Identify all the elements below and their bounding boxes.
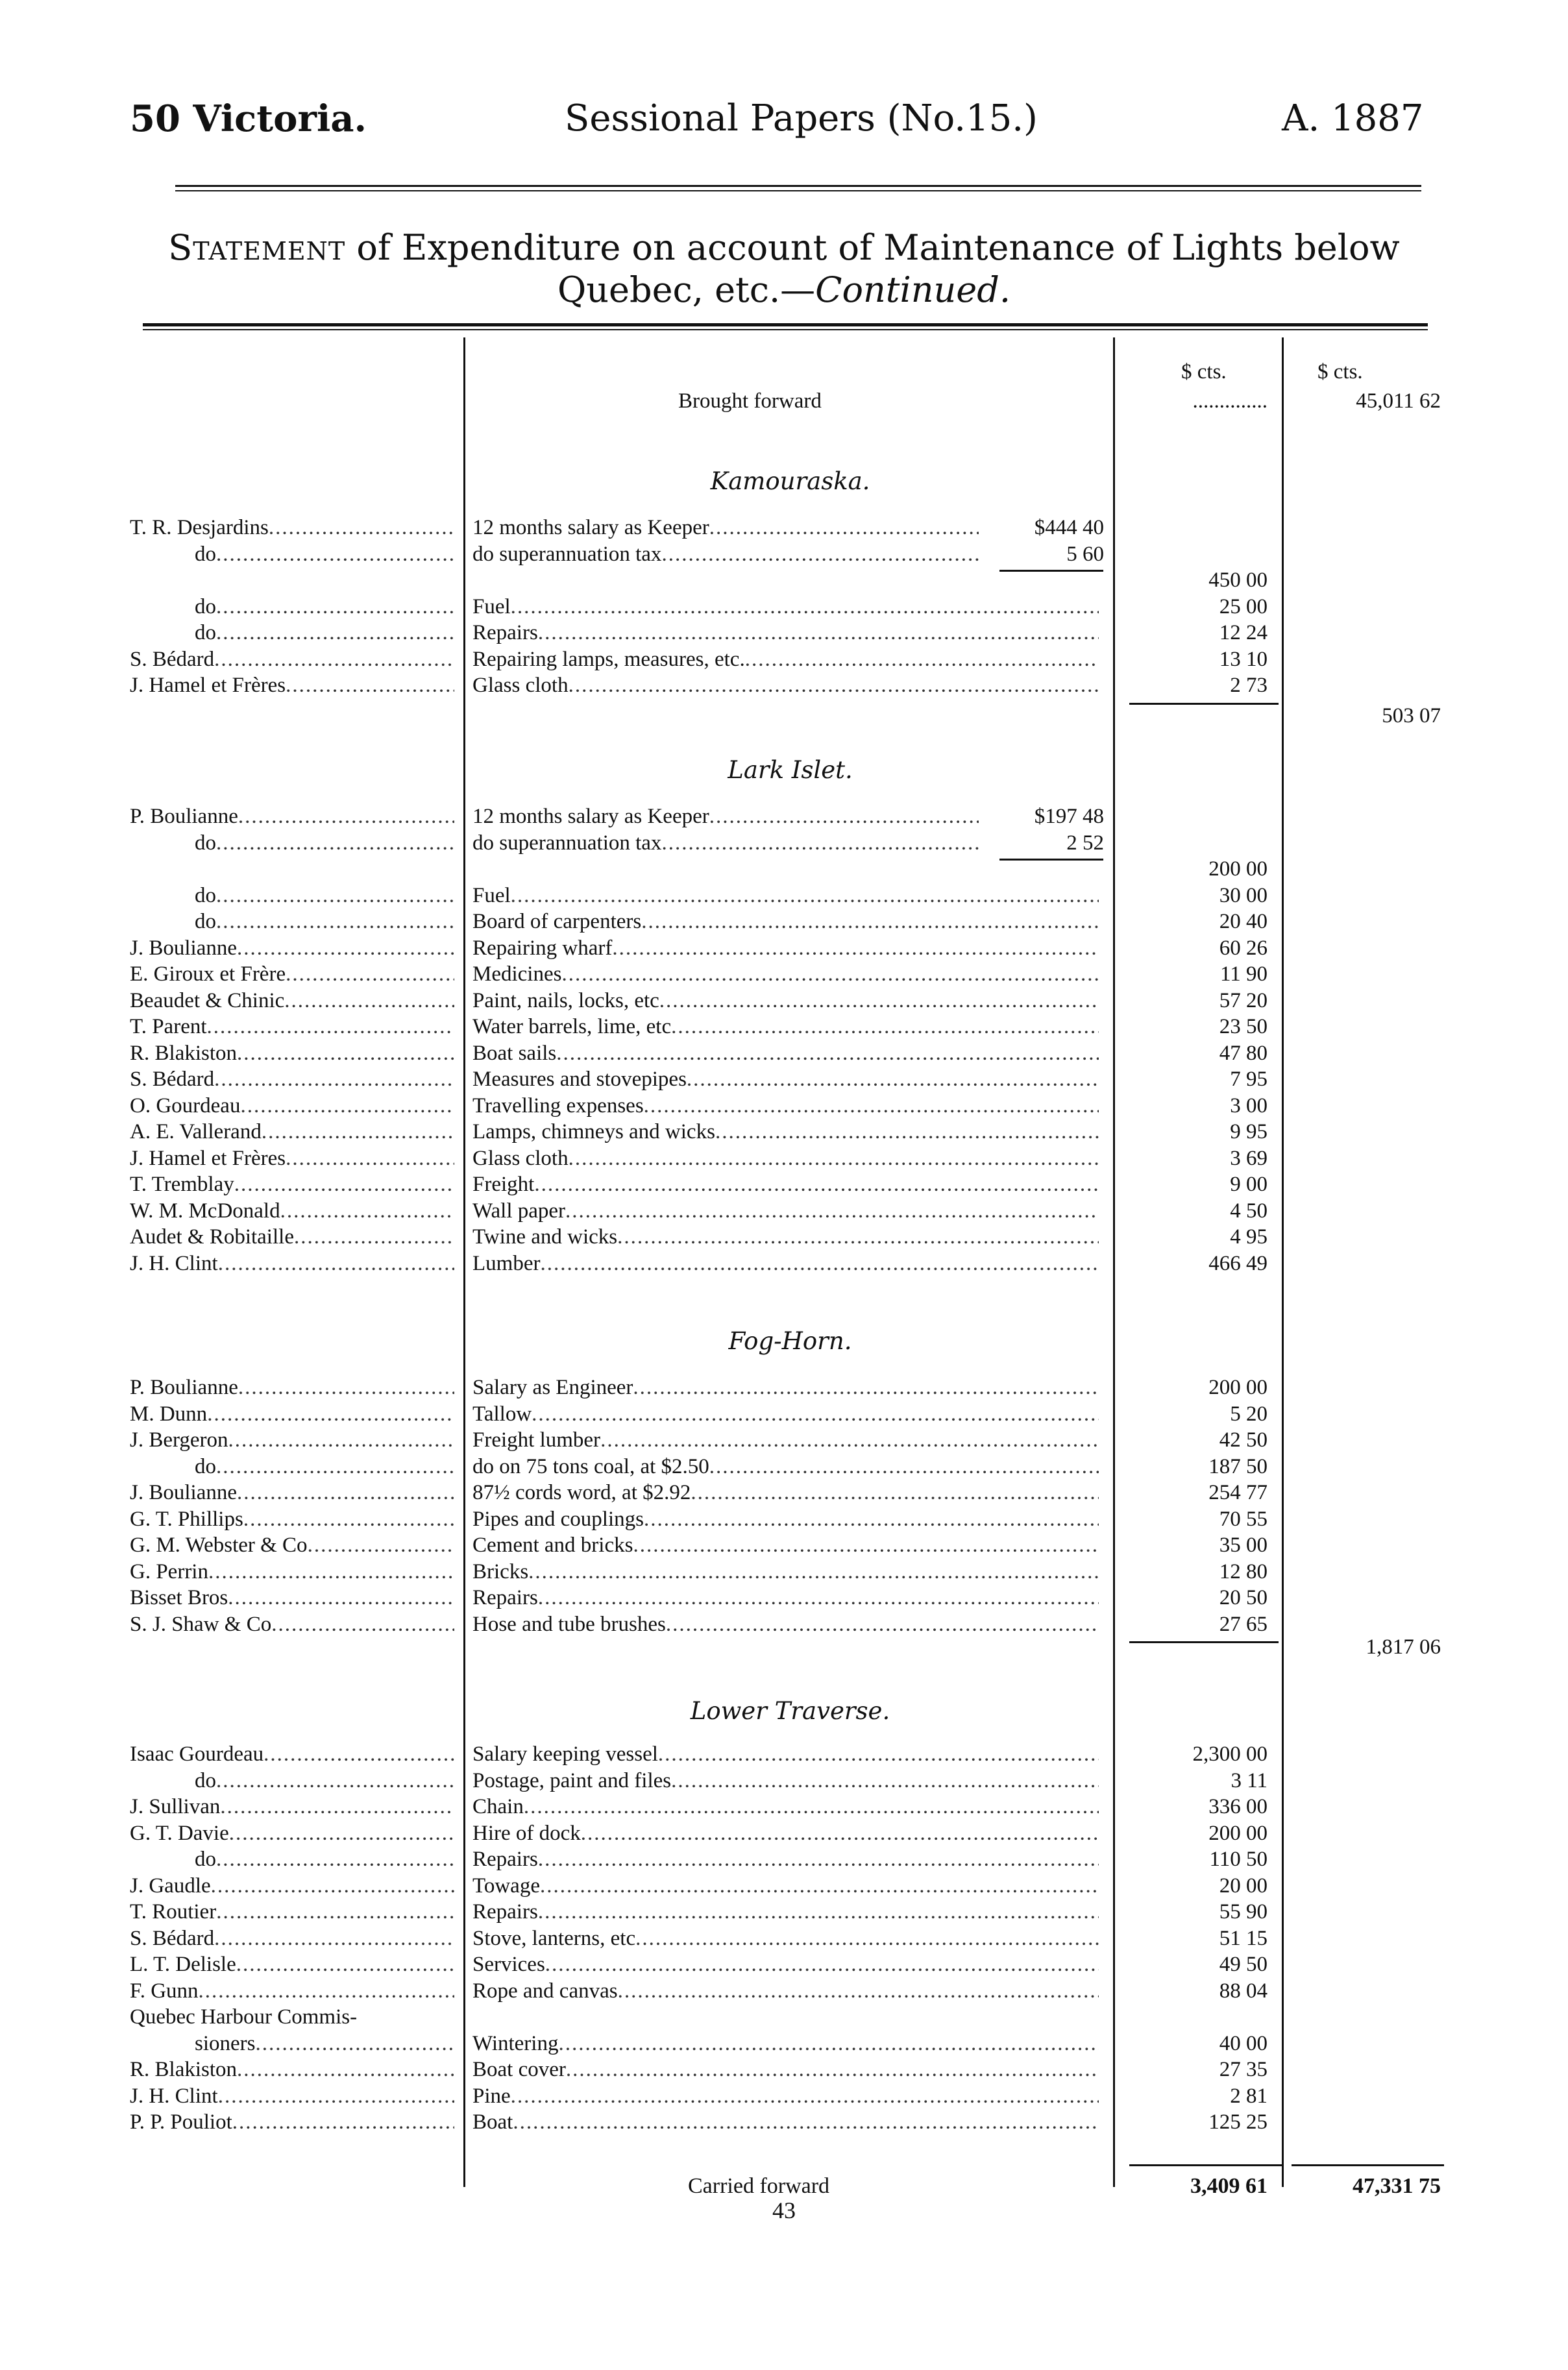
payee-name: G. Perrin .....	[130, 1560, 454, 1584]
page-number: 43	[772, 2197, 796, 2223]
item-amount: 40 00	[1219, 2031, 1268, 2055]
item-description: 12 months salary as Keeper .....	[472, 516, 979, 540]
payee-name: do .....	[195, 543, 454, 567]
ledger-row	[130, 857, 1454, 883]
title-continued: Continued.	[815, 269, 1011, 310]
payee-name: do .....	[195, 831, 454, 855]
statement-title-line2	[0, 269, 1568, 310]
item-description: Pine .....	[472, 2084, 1099, 2108]
payee-name: T. Routier .....	[130, 1900, 454, 1924]
item-description: Cement and bricks .....	[472, 1533, 1099, 1558]
item-description: Chain .....	[472, 1795, 1099, 1819]
item-description: Repairing wharf .....	[472, 936, 1099, 960]
item-amount: 5 20	[1230, 1402, 1268, 1426]
section-total-row	[130, 1635, 1454, 1661]
item-description: Wintering .....	[472, 2032, 1099, 2056]
brought-forward-total: 45,011 62	[1356, 389, 1441, 413]
ledger-row	[130, 1402, 1454, 1428]
item-amount: 7 95	[1230, 1068, 1268, 1091]
item-amount: 20 40	[1219, 910, 1268, 933]
item-amount: 55 90	[1219, 1900, 1268, 1924]
item-description: Boat .....	[472, 2110, 1099, 2134]
payee-name: G. M. Webster & Co .....	[130, 1533, 454, 1558]
ledger-row	[130, 2058, 1454, 2084]
payee-name: J. H. Clint .....	[130, 1252, 454, 1276]
payee-name: R. Blakiston .....	[130, 1042, 454, 1066]
payee-name: A. E. Vallerand .....	[130, 1120, 454, 1144]
payee-name: Isaac Gourdeau .....	[130, 1742, 454, 1766]
header-rule-bottom	[175, 190, 1421, 191]
item-amount: 2 73	[1230, 674, 1268, 697]
item-amount: 3 00	[1230, 1093, 1268, 1118]
ledger-row	[130, 1586, 1454, 1612]
ledger-row	[130, 1225, 1454, 1251]
payee-name: M. Dunn .....	[130, 1402, 454, 1426]
payee-name: Quebec Harbour Commis-	[130, 2005, 358, 2029]
item-description: Hose and tube brushes .....	[472, 1613, 1099, 1637]
item-description: 12 months salary as Keeper .....	[472, 805, 979, 829]
item-amount: 35 00	[1219, 1533, 1268, 1557]
item-description: Freight .....	[472, 1173, 1099, 1197]
payee-name: J. Sullivan .....	[130, 1795, 454, 1819]
item-amount: 12 80	[1219, 1559, 1268, 1583]
item-amount: 60 26	[1219, 936, 1268, 960]
payee-name: Beaudet & Chinic .....	[130, 989, 454, 1013]
item-amount: 466 49	[1208, 1251, 1268, 1275]
ledger-row	[130, 648, 1454, 674]
item-amount: 47 80	[1219, 1041, 1268, 1065]
payee-name: T. Tremblay .....	[130, 1173, 454, 1197]
carried-forward-total: 47,331 75	[1353, 2174, 1441, 2198]
item-description: Postage, paint and files .....	[472, 1769, 1099, 1793]
item-description: Medicines .....	[472, 962, 1099, 986]
item-amount: 12 24	[1219, 621, 1268, 644]
header-year: A. 1887	[1282, 97, 1424, 140]
payee-name: J. Boulianne .....	[130, 936, 454, 960]
ledger-row	[130, 1428, 1454, 1454]
payee-name: J. Bergeron .....	[130, 1428, 454, 1452]
item-description: Glass cloth .....	[472, 1147, 1099, 1171]
item-amount: 2,300 00	[1192, 1742, 1268, 1766]
section-title: Fog-Horn.	[728, 1327, 852, 1355]
item-description: Paint, nails, locks, etc .....	[472, 989, 1099, 1013]
ledger-row	[130, 1481, 1454, 1507]
ledger-row	[130, 1147, 1454, 1173]
item-description: do on 75 tons coal, at $2.50 .....	[472, 1455, 1099, 1479]
statement-title	[0, 227, 1568, 268]
payee-name: do .....	[195, 1769, 454, 1793]
item-amount: 2 81	[1230, 2084, 1268, 2108]
item-description: Salary as Engineer .....	[472, 1376, 1099, 1400]
payee-name: P. Boulianne .....	[130, 1376, 454, 1400]
sub-amount: 5 60	[980, 543, 1104, 567]
item-amount: 11 90	[1219, 962, 1268, 986]
item-description: Bricks .....	[472, 1560, 1099, 1584]
section-total-row	[130, 704, 1454, 730]
ledger-row	[130, 1874, 1454, 1900]
payee-name: G. T. Davie .....	[130, 1822, 454, 1846]
ledger-row	[130, 1613, 1454, 1639]
ledger-row	[130, 1848, 1454, 1874]
item-amount: 42 50	[1219, 1428, 1268, 1452]
item-description: Lamps, chimneys and wicks .....	[472, 1120, 1099, 1144]
item-description: Water barrels, lime, etc .....	[472, 1015, 1099, 1039]
item-amount: 125 25	[1208, 2110, 1268, 2134]
payee-name: P. P. Pouliot .....	[130, 2110, 454, 2134]
item-description: Freight lumber .....	[472, 1428, 1099, 1452]
ledger-row	[130, 1120, 1454, 1146]
item-amount: 27 35	[1219, 2058, 1268, 2081]
sub-amount: $197 48	[980, 805, 1104, 829]
item-amount: 25 00	[1219, 594, 1268, 618]
ledger-row	[130, 910, 1454, 936]
item-amount: 200 00	[1208, 857, 1268, 881]
payee-name: J. Gaudle .....	[130, 1874, 454, 1898]
brought-forward-amount: ..............	[1192, 389, 1268, 413]
payee-name: J. Boulianne .....	[130, 1481, 454, 1505]
payee-name: G. T. Phillips .....	[130, 1508, 454, 1532]
section-total: 503 07	[1382, 704, 1441, 727]
item-amount: 27 65	[1219, 1612, 1268, 1636]
payee-name: do .....	[195, 621, 454, 645]
item-amount: 70 55	[1219, 1507, 1268, 1531]
carried-forward-amount: 3,409 61	[1190, 2174, 1268, 2198]
ledger-row	[130, 2110, 1454, 2136]
item-description: Hire of dock .....	[472, 1822, 1099, 1846]
section-total: 1,817 06	[1366, 1635, 1441, 1659]
ledger-row	[130, 1927, 1454, 1953]
item-amount: 4 50	[1230, 1199, 1268, 1223]
item-description: Fuel .....	[472, 884, 1099, 908]
item-amount: 200 00	[1208, 1376, 1268, 1399]
item-description: Repairs .....	[472, 621, 1099, 645]
section-title: Kamouraska.	[710, 467, 870, 495]
item-description: Pipes and couplings .....	[472, 1508, 1099, 1532]
item-description: Wall paper .....	[472, 1199, 1099, 1223]
item-amount: 3 11	[1231, 1768, 1268, 1792]
payee-name: S. Bédard .....	[130, 1927, 454, 1951]
payee-name: do .....	[195, 595, 454, 619]
payee-name: T. R. Desjardins .....	[130, 516, 454, 540]
ledger-row	[130, 831, 1454, 857]
payee-name: do .....	[195, 884, 454, 908]
item-amount: 200 00	[1208, 1821, 1268, 1845]
ledger-row	[130, 1795, 1454, 1821]
ledger-row	[130, 1769, 1454, 1795]
table-top-rule-thin	[143, 329, 1428, 330]
ledger-row	[130, 936, 1454, 962]
section-title: Lark Islet.	[728, 756, 853, 784]
ledger-row	[130, 1376, 1454, 1402]
brought-forward-row	[130, 389, 1454, 415]
ledger-row	[130, 1742, 1454, 1768]
item-amount: 49 50	[1219, 1953, 1268, 1976]
ledger-row	[130, 621, 1454, 647]
brought-forward-label: Brought forward	[678, 389, 822, 413]
ledger-row	[130, 516, 1454, 542]
item-amount: 3 69	[1230, 1146, 1268, 1170]
sub-amount: 2 52	[980, 831, 1104, 855]
ledger-row	[130, 884, 1454, 910]
ledger-row	[130, 1068, 1454, 1093]
item-amount: 51 15	[1219, 1926, 1268, 1950]
carried-forward-label: Carried forward	[688, 2174, 830, 2198]
payee-name: Bisset Bros .....	[130, 1586, 454, 1610]
payee-name: F. Gunn .....	[130, 1979, 454, 2003]
item-amount: 336 00	[1208, 1795, 1268, 1818]
ledger-row	[130, 595, 1454, 621]
payee-name: E. Giroux et Frère .....	[130, 962, 454, 986]
item-description: Travelling expenses .....	[472, 1094, 1099, 1118]
item-description: Towage .....	[472, 1874, 1099, 1898]
ledger-row	[130, 805, 1454, 831]
payee-name: do .....	[195, 910, 454, 934]
item-amount: 23 50	[1219, 1015, 1268, 1038]
item-amount: 88 04	[1219, 1979, 1268, 2003]
payee-name: Audet & Robitaille .....	[130, 1225, 454, 1249]
header-papers: Sessional Papers (No.15.)	[565, 97, 1038, 140]
ledger-row	[130, 2084, 1454, 2110]
payee-name: do .....	[195, 1848, 454, 1872]
ledger-row	[130, 1508, 1454, 1533]
amount-column-head: $ cts.	[1181, 360, 1227, 384]
item-description: Repairs .....	[472, 1586, 1099, 1610]
payee-name: do .....	[195, 1455, 454, 1479]
payee-name: P. Boulianne .....	[130, 805, 454, 829]
carried-total-rule	[1292, 2164, 1444, 2166]
item-amount: 9 95	[1230, 1120, 1268, 1143]
item-amount: 30 00	[1219, 883, 1268, 907]
item-description: Boat sails .....	[472, 1042, 1099, 1066]
ledger-row	[130, 1173, 1454, 1199]
carried-amount-rule	[1129, 2164, 1282, 2166]
item-description: Glass cloth .....	[472, 674, 1099, 698]
item-description: Repairing lamps, measures, etc. .....	[472, 648, 1099, 672]
payee-name: L. T. Delisle .....	[130, 1953, 454, 1977]
title-line1-rest: of Expenditure on account of Maintenance of Lights below	[345, 227, 1400, 268]
ledger-row	[130, 962, 1454, 988]
ledger-row	[130, 1979, 1454, 2005]
ledger-row	[130, 1252, 1454, 1278]
item-description: Salary keeping vessel .....	[472, 1742, 1099, 1766]
item-amount: 254 77	[1208, 1481, 1268, 1504]
header-session: 50 Victoria.	[130, 97, 367, 140]
ledger-row	[130, 1042, 1454, 1068]
ledger-row	[130, 674, 1454, 700]
ledger-row	[130, 568, 1454, 594]
title-line2-plain: Quebec, etc.—	[557, 269, 816, 310]
payee-name: T. Parent .....	[130, 1015, 454, 1039]
item-amount: 9 00	[1230, 1173, 1268, 1196]
item-description: Stove, lanterns, etc .....	[472, 1927, 1099, 1951]
item-amount: 110 50	[1209, 1848, 1268, 1871]
ledger-row	[130, 1199, 1454, 1225]
item-amount: 4 95	[1230, 1225, 1268, 1249]
item-description: Services .....	[472, 1953, 1099, 1977]
payee-name: O. Gourdeau .....	[130, 1094, 454, 1118]
item-description: Twine and wicks .....	[472, 1225, 1099, 1249]
title-statement-word: Statement	[168, 227, 346, 268]
item-description: Lumber .....	[472, 1252, 1099, 1276]
table-top-rule	[143, 323, 1428, 326]
item-amount: 20 00	[1219, 1874, 1268, 1898]
item-description: Repairs .....	[472, 1848, 1099, 1872]
item-amount: 57 20	[1219, 988, 1268, 1012]
ledger-row	[130, 2032, 1454, 2058]
item-description: Tallow .....	[472, 1402, 1099, 1426]
item-description: do superannuation tax .....	[472, 831, 979, 855]
payee-name: S. Bédard .....	[130, 1068, 454, 1092]
payee-name: S. Bédard .....	[130, 648, 454, 672]
payee-name: J. Hamel et Frères .....	[130, 674, 454, 698]
ledger-row	[130, 1900, 1454, 1926]
ledger-row	[130, 1533, 1454, 1559]
ledger-row	[130, 2005, 1454, 2031]
item-description: Rope and canvas .....	[472, 1979, 1099, 2003]
total-column-head: $ cts.	[1317, 360, 1363, 384]
sub-amount: $444 40	[980, 516, 1104, 540]
ledger-row	[130, 1094, 1454, 1120]
ledger-row	[130, 1560, 1454, 1586]
ledger-row	[130, 1822, 1454, 1848]
payee-name: J. Hamel et Frères .....	[130, 1147, 454, 1171]
ledger-row	[130, 1015, 1454, 1041]
ledger-row	[130, 1953, 1454, 1979]
item-description: Boat cover .....	[472, 2058, 1099, 2082]
item-description: Board of carpenters .....	[472, 910, 1099, 934]
item-amount: 187 50	[1208, 1454, 1268, 1478]
payee-name: J. H. Clint .....	[130, 2084, 454, 2108]
item-description: Fuel .....	[472, 595, 1099, 619]
item-description: 87½ cords word, at $2.92 .....	[472, 1481, 1099, 1505]
payee-name: S. J. Shaw & Co .....	[130, 1613, 454, 1637]
payee-name: R. Blakiston .....	[130, 2058, 454, 2082]
ledger-row	[130, 543, 1454, 568]
item-description: Measures and stovepipes .....	[472, 1068, 1099, 1092]
item-amount: 20 50	[1219, 1586, 1268, 1609]
ledger-row	[130, 989, 1454, 1015]
item-description: do superannuation tax .....	[472, 543, 979, 567]
item-amount: 13 10	[1219, 647, 1268, 671]
section-title: Lower Traverse.	[690, 1697, 890, 1725]
header-rule-top	[175, 185, 1421, 187]
item-amount: 450 00	[1208, 568, 1268, 592]
payee-name: W. M. McDonald .....	[130, 1199, 454, 1223]
item-description: Repairs .....	[472, 1900, 1099, 1924]
payee-name: sioners .....	[195, 2032, 454, 2056]
ledger-row	[130, 1455, 1454, 1481]
